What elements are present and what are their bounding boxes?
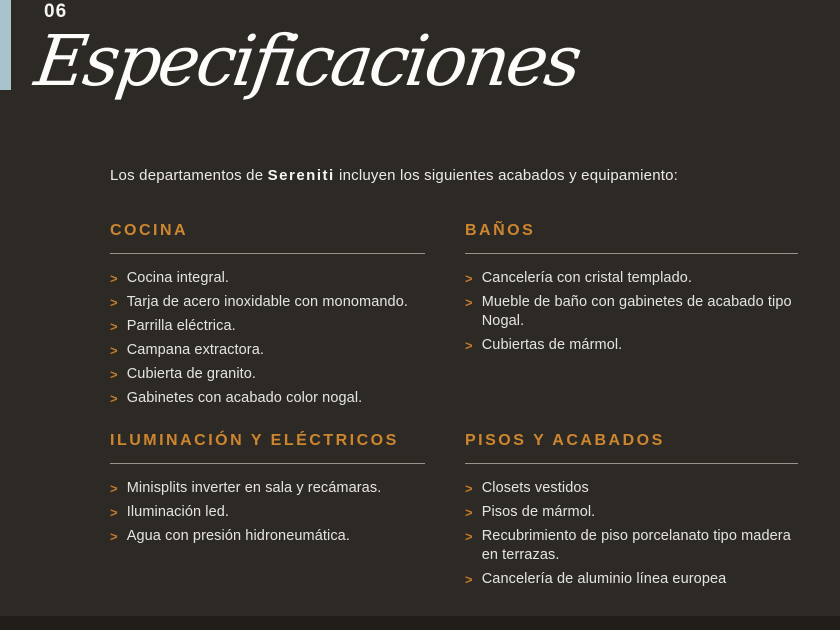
list-item — [110, 389, 425, 408]
list-item-text: Parrilla eléctrica. — [126, 318, 236, 334]
list-item-text: Cancelería con cristal templado. — [481, 270, 693, 286]
page-title: Especificaciones — [30, 20, 585, 102]
section-pisos-acabados — [465, 432, 798, 594]
chevron-bullet-icon: > — [465, 295, 473, 310]
list-item-text: Cubierta de granito. — [126, 366, 257, 382]
section-iluminacion-electricos — [110, 432, 425, 551]
list-item-text: Cocina integral. — [126, 270, 230, 286]
list-item — [465, 503, 798, 522]
list-item-text: Gabinetes con acabado color nogal. — [126, 390, 363, 406]
section-banos — [465, 222, 798, 360]
section-item-list — [110, 269, 425, 408]
list-item-text: Pisos de mármol. — [481, 504, 596, 520]
list-item-text: Campana extractora. — [126, 342, 265, 358]
list-item-text: Cancelería de aluminio línea europea — [481, 571, 727, 587]
section-title: PISOS Y ACABADOS — [465, 432, 798, 464]
section-title: COCINA — [110, 222, 425, 254]
list-item — [465, 527, 798, 565]
list-item — [110, 269, 425, 288]
chevron-bullet-icon: > — [110, 319, 118, 334]
list-item — [465, 293, 798, 331]
section-title: BAÑOS — [465, 222, 798, 254]
list-item-text: Cubiertas de mármol. — [481, 337, 623, 353]
brand-name: Sereniti — [267, 167, 335, 184]
list-item-text: Closets vestidos — [481, 480, 589, 496]
list-item-text: Mueble de baño con gabinetes de acabado tipo Nogal. — [481, 294, 792, 329]
section-item-list — [465, 479, 798, 589]
list-item — [110, 365, 425, 384]
chevron-bullet-icon: > — [465, 529, 473, 544]
list-item-text: Tarja de acero inoxidable con monomando. — [126, 294, 408, 310]
list-item — [110, 293, 425, 312]
chevron-bullet-icon: > — [110, 367, 118, 382]
list-item — [465, 570, 798, 589]
intro-suffix: incluyen los siguientes acabados y equipamiento: — [334, 167, 679, 184]
chevron-bullet-icon: > — [110, 391, 118, 406]
list-item — [110, 503, 425, 522]
chevron-bullet-icon: > — [465, 271, 473, 286]
chevron-bullet-icon: > — [465, 505, 473, 520]
chevron-bullet-icon: > — [465, 481, 473, 496]
section-title: ILUMINACIÓN Y ELÉCTRICOS — [110, 432, 425, 464]
intro-prefix: Los departamentos de — [110, 167, 268, 184]
list-item-text: Recubrimiento de piso porcelanato tipo madera en terrazas. — [481, 528, 791, 563]
list-item — [110, 479, 425, 498]
intro-text — [110, 167, 678, 184]
chevron-bullet-icon: > — [110, 295, 118, 310]
list-item — [465, 336, 798, 355]
list-item — [110, 341, 425, 360]
section-item-list — [110, 479, 425, 546]
list-item — [110, 527, 425, 546]
list-item — [465, 479, 798, 498]
list-item-text: Minisplits inverter en sala y recámaras. — [126, 480, 382, 496]
page-number: 06 — [44, 1, 68, 22]
chevron-bullet-icon: > — [465, 338, 473, 353]
chevron-bullet-icon: > — [110, 271, 118, 286]
list-item-text: Agua con presión hidroneumática. — [126, 528, 350, 544]
chevron-bullet-icon: > — [110, 481, 118, 496]
chevron-bullet-icon: > — [110, 343, 118, 358]
list-item-text: Iluminación led. — [126, 504, 230, 520]
list-item — [110, 317, 425, 336]
section-item-list — [465, 269, 798, 355]
chevron-bullet-icon: > — [465, 572, 473, 587]
footer-bar — [0, 616, 840, 630]
list-item — [465, 269, 798, 288]
accent-bar — [0, 0, 11, 90]
section-cocina — [110, 222, 425, 413]
chevron-bullet-icon: > — [110, 505, 118, 520]
chevron-bullet-icon: > — [110, 529, 118, 544]
